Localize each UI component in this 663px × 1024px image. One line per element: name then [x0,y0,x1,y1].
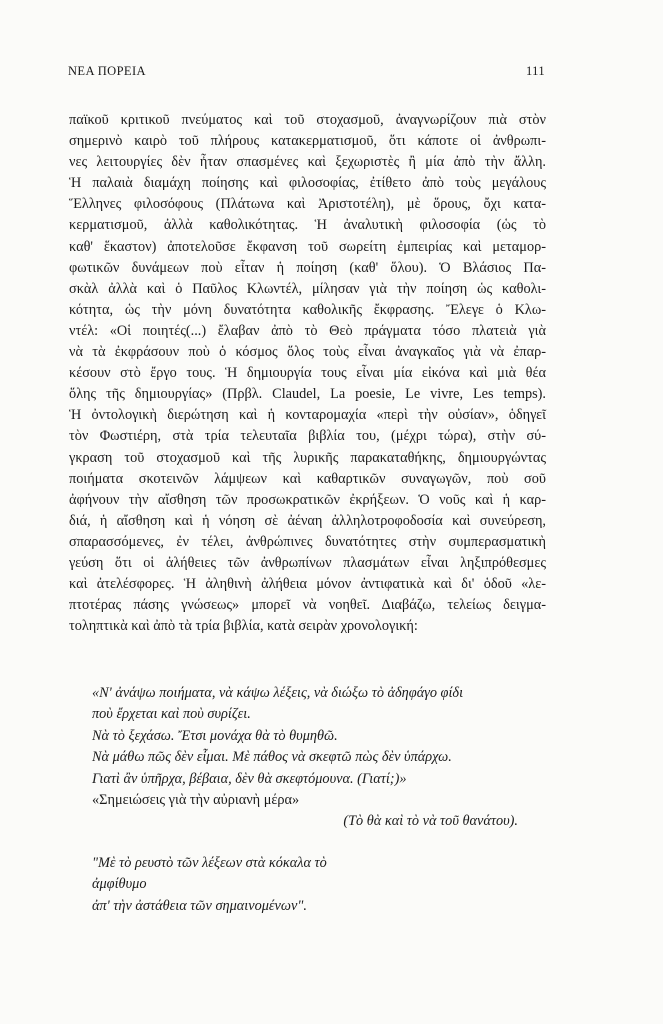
text-line: καὶ ἀτελέσφορες. Ἡ ἀληθινὴ ἀλήθεια μόνον ἀντιφατικὰ καὶ δι' ὁδοῦ «λε- [69,576,546,593]
poem-line: «Ν' ἀνάψω ποιήματα, νὰ κάψω λέξεις, νὰ διώξω τὸ ἀδηφάγο φίδι [92,685,464,701]
text-line: ντέλ: «Οἱ ποιητές(...) ἔλαβαν ἀπὸ τὸ Θεὸ πράγματα τόσο πλατειὰ γιὰ [69,322,546,339]
poem-line: ἀμφίθυμο [92,876,147,893]
poem-quote-1 [92,683,522,833]
text-line: καθ' ἕκαστον) ἀποτελοῦσε ἔκφανση τοῦ σωρείτη ἐμπειρίας καὶ μεταμορ- [69,238,546,255]
poem-line: ποὺ ἔρχεται καὶ ποὺ συρίζει. [92,706,251,723]
text-line: τοληπτικὰ καὶ ἀπὸ τὰ τρία βιβλία, κατὰ σειρὰν χρονολογική: [69,618,418,635]
page-number: 111 [525,64,545,78]
text-line: φωτικῶν δυνάμεων ποὺ εἶταν ἡ ποίηση (καθ' ὅλου). Ὁ Βλάσιος Πα- [69,259,546,276]
poem-line: Νὰ μάθω πῶς δὲν εἶμαι. Μὲ πάθος νὰ σκεφτῶ πὼς δὲν ὑπάρχω. [92,749,452,766]
text-line: Ἡ ὀντολογικὴ διερώτηση καὶ ἡ κονταρομαχία «περὶ τὴν οὐσίαν», ὁδηγεῖ [69,407,546,424]
text-line: σπαρασσόμενες, ἐν τέλει, ἀνθρώπινες δυνατότητες στὴν συμπερασματικὴ [69,533,546,550]
poem-line: "Μὲ τὸ ρευστὸ τῶν λέξεων στὰ κόκαλα τὸ [92,855,327,871]
running-head: ΝΕΑ ΠΟΡΕΙΑ [68,64,146,78]
text-line: κερματισμοῦ, ἀλλὰ καθολικότητας. Ἡ ἀναλυτικὴ φιλοσοφία (ὡς τὸ [69,217,546,234]
text-line: σκὰλ ἀλλὰ καὶ ὁ Παῦλος Κλωντέλ, μίλησαν γιὰ τὴν ποίηση ὡς καθολι- [69,280,546,297]
poem-line: Γιατὶ ἂν ὑπῆρχα, βέβαια, δὲν θὰ σκεφτόμουνα. (Γιατί;)» [92,770,407,787]
text-line: κέσουν στὸ ἔργο τους. Ἡ δημιουργία τους εἶναι μία εἰκόνα καὶ μιὰ θέα [69,365,546,382]
text-line: νὰ τὰ ἐκφράσουν ποὺ ὁ κόσμος ὅλος τοὺς εἶναι ἀναγκαῖος γιὰ νὰ ἐπαρ- [69,344,546,361]
body-text [69,110,546,637]
text-line: γεύση ὅτι οἱ ἀλήθειες τῶν ἀνθρωπίνων πλασμάτων εἶναι ληξιπρόθεσμες [69,554,546,571]
text-line: ὅλης τῆς δημιουργίας» (Πρβλ. Claudel, La poesie, Le vivre, Les temps). [69,386,546,403]
text-line: τὸν Φωστιέρη, στὰ τρία τελευταῖα βιβλία του, (μέχρι τώρα), στὴν σύ- [69,428,546,445]
poem-source: (Τὸ θὰ καὶ τὸ νὰ τοῦ θανάτου). [343,813,518,830]
poem-title: «Σημειώσεις γιὰ τὴν αὐριανὴ μέρα» [92,792,300,809]
text-line: Ἡ παλαιὰ διαμάχη ποίησης καὶ φιλοσοφίας, ἐτίθετο ἀπὸ τοὺς μεγάλους [69,175,546,192]
text-line: πτοτέρας πάσης γνώσεως» μπορεῖ νὰ νοηθεῖ. Διαβάζω, τελείως δειγμα- [69,597,546,614]
text-line: νες λειτουργίες δὲν ἦταν σπασμένες καὶ ξεχωριστὲς ἢ μία ἀπὸ τὴν ἄλλη. [69,154,546,171]
poem-quote-2 [92,853,522,917]
text-line: παϊκοῦ κριτικοῦ πνεύματος καὶ τοῦ στοχασμοῦ, ἀναγνωρίζουν πιὰ στὸν [69,112,546,128]
text-line: κότητα, ὡς τὴν μόνη δυνατότητα καθολικῆς ἔκφρασης. Ἔλεγε ὁ Κλω- [69,301,546,318]
text-line: γκραση τοῦ στοχασμοῦ καὶ τῆς λυρικῆς παρακαταθήκης, δημιουργώντας [69,449,546,466]
text-line: ποιήματα σκοτεινῶν λάμψεων καὶ καθαρτικῶν συναγωγῶν, ποὺ σοῦ [69,470,546,487]
text-line: σημερινὸ καιρὸ τοῦ πλήρους κατακερματισμοῦ, ὅτι κάποτε οἱ ἀνθρωπι- [69,133,546,150]
text-line: ἀφήνουν τὴν αἴσθηση τῶν προσωκρατικῶν ἐκρήξεων. Ὁ νοῦς καὶ ἡ καρ- [69,491,546,508]
text-line: Ἕλληνες φιλοσόφους (Πλάτωνα καὶ Ἀριστοτέλη), μὲ ὅρους, ὄχι κατα- [69,196,546,213]
text-line: διά, ἡ αἴσθηση καὶ ἡ νόηση σὲ ἀέναη ἀλληλοτροφοδοσία καὶ συνεύρεση, [69,512,546,529]
poem-line: Νὰ τὸ ξεχάσω. Ἔτσι μονάχα θὰ τὸ θυμηθῶ. [92,727,338,744]
poem-line: ἀπ' τὴν ἀστάθεια τῶν σημαινομένων". [92,897,307,914]
